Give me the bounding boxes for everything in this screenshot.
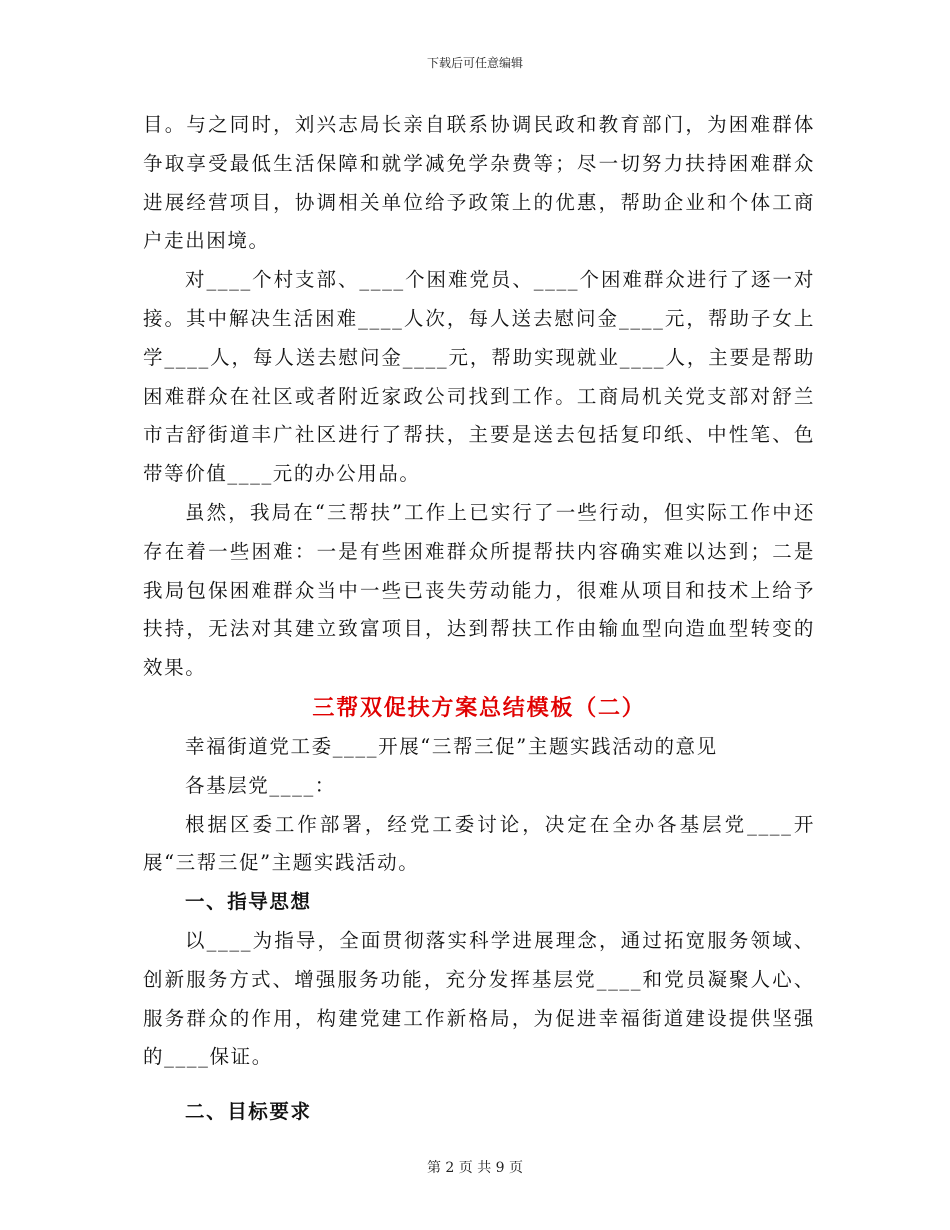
paragraph-6: 根据区委工作部署，经党工委讨论，决定在全办各基层党____开展“三帮三促”主题实践活动。	[143, 812, 815, 875]
page-footer: 第 2 页 共 9 页	[426, 1160, 524, 1176]
paragraph-1: 目。与之同时，刘兴志局长亲自联系协调民政和教育部门，为困难群体争取享受最低生活保障和就学减免学杂费等；尽一切努力扶持困难群众进展经营项目，协调相关单位给予政策上的优惠，帮助企业和个体工商户走出困境。	[143, 113, 815, 253]
heading-goals: 二、目标要求	[185, 1100, 312, 1124]
paragraph-4: 幸福街道党工委____开展“三帮三促”主题实践活动的意见	[185, 734, 718, 758]
paragraph-3: 虽然，我局在“三帮扶”工作上已实行了一些行动，但实际工作中还存在着一些困难：一是有些困难群众所提帮扶内容确实难以达到；二是我局包保困难群众当中一些已丧失劳动能力，很难从项目和技术上给予扶持，无法对其建立致富项目，达到帮扶工作由输血型向造血型转变的效果。	[143, 500, 815, 680]
paragraph-7: 以____为指导，全面贯彻落实科学进展理念，通过拓宽服务领域、创新服务方式、增强服务功能，充分发挥基层党____和党员凝聚人心、服务群众的作用，构建党建工作新格局，为促进幸福街道建设提供坚强的____保证。	[143, 928, 815, 1069]
document-body	[143, 106, 815, 1132]
paragraph-2: 对____个村支部、____个困难党员、____个困难群众进行了逐一对接。其中解决生活困难____人次，每人送去慰问金____元，帮助子女上学____人，每人送去慰问金____元，帮助实现就业____人，主要是帮助困难群众在社区或者附近家政公司找到工作。工商局机关党支部对舒兰市吉舒街道丰广社区进行了帮扶，主要是送去包括复印纸、中性笔、色带等价值____元的办公用品。	[143, 268, 815, 486]
page-header: 下载后可任意编辑	[426, 56, 523, 70]
section-title: 三帮双促扶方案总结模板（二）	[312, 694, 646, 721]
heading-guiding-ideology: 一、指导思想	[185, 890, 312, 914]
paragraph-5: 各基层党____：	[185, 773, 336, 797]
